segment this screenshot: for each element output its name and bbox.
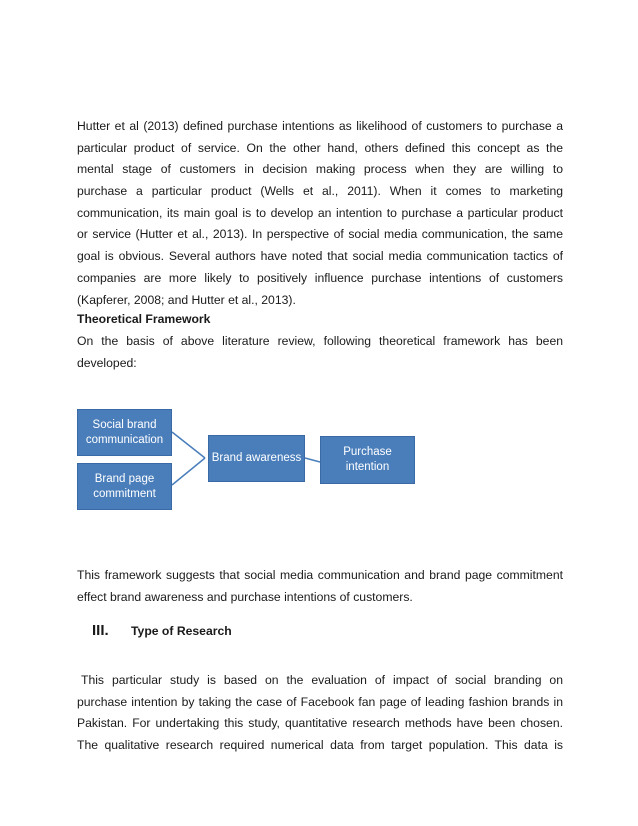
box-brand-page-commitment: Brand page commitment (77, 463, 172, 510)
paragraph-framework-summary (77, 565, 563, 608)
box-brand-awareness: Brand awareness (208, 435, 305, 482)
text-line: Hutter et al (2013) defined purchase intentions as likelihood of customers to purchase a (77, 119, 563, 133)
text-line: On the basis of above literature review, following theoretical framework has been (77, 334, 563, 348)
text-line: (Kapferer, 2008; and Hutter et al., 2013). (77, 292, 296, 307)
text-line: developed: (77, 355, 137, 370)
connector-awareness-to-intention (305, 458, 320, 462)
box-purchase-intention: Purchase intention (320, 436, 415, 484)
paragraph-framework-intro (77, 331, 563, 374)
section-heading-type-of-research: Type of Research (131, 624, 232, 638)
section-number: III. (92, 622, 109, 639)
text-line: This framework suggests that social media communication and brand page commitment (77, 568, 563, 582)
text-line: mental stage of customers in decision making process when they are willing to (77, 162, 563, 177)
box-social-brand-communication: Social brand communication (77, 409, 172, 456)
text-line: purchase intention by taking the case of Facebook fan page of leading fashion brands in (77, 694, 563, 709)
paragraph-purchase-intentions (77, 116, 563, 311)
text-line: or service (Hutter et al., 2013). In perspective of social media communication, the same (77, 227, 563, 242)
text-line: This particular study is based on the evaluation of impact of social branding on (81, 673, 563, 687)
text-line: Pakistan. For undertaking this study, quantitative research methods have been chosen. (77, 716, 563, 731)
text-line: effect brand awareness and purchase intentions of customers. (77, 589, 413, 604)
text-line: companies are more likely to positively influence purchase intentions of customers (77, 270, 563, 285)
connector-commitment-to-awareness (172, 458, 205, 485)
text-line: particular product of service. On the other hand, others defined this concept as the (77, 140, 563, 155)
text-line: communication, its main goal is to develop an intention to purchase a particular product (77, 205, 563, 220)
connector-communication-to-awareness (172, 432, 205, 458)
text-line: purchase a particular product (Wells et al., 2011). When it comes to marketing (77, 184, 563, 199)
section-heading-theoretical-framework: Theoretical Framework (77, 312, 211, 326)
paragraph-type-of-research (77, 670, 563, 757)
text-line: The qualitative research required numerical data from target population. This data is (77, 738, 563, 753)
text-line: goal is obvious. Several authors have noted that social media communication tactics of (77, 249, 563, 264)
